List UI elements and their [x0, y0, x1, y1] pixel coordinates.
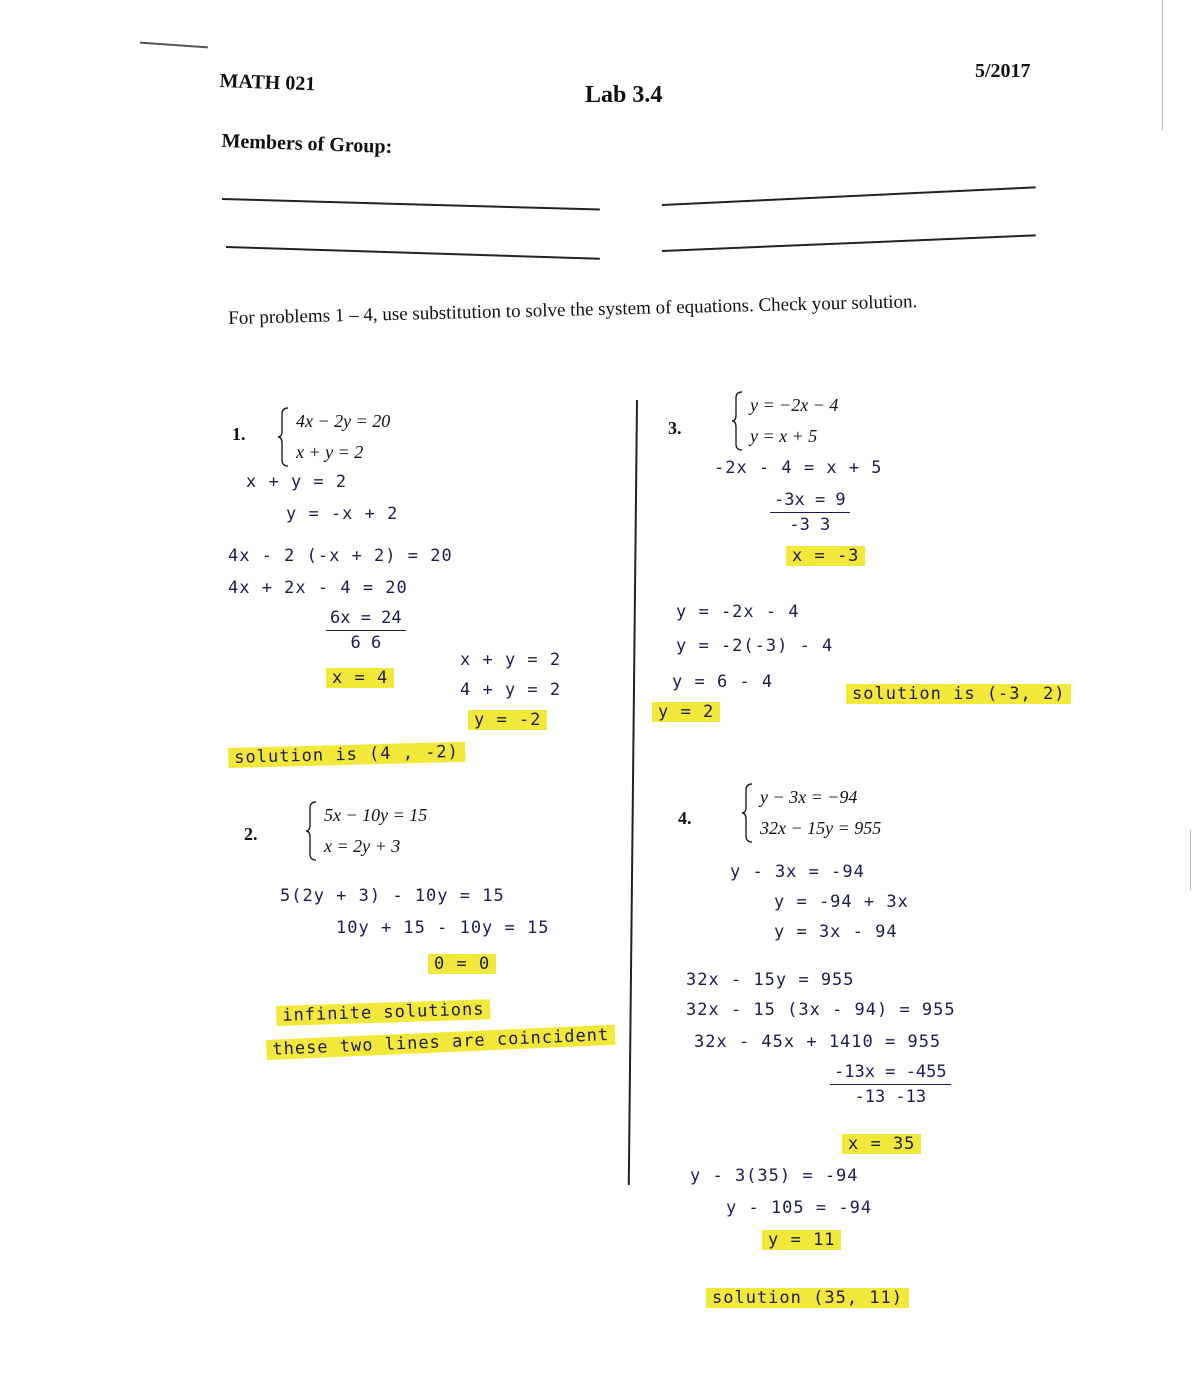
problem-4-eq2: 32x − 15y = 955 — [760, 818, 882, 838]
system-brace — [732, 390, 744, 452]
p1-work-line: x + y = 2 — [246, 472, 348, 492]
problem-3-eq1: y = −2x − 4 — [750, 395, 839, 415]
member-name-line[interactable] — [222, 198, 600, 211]
p4-solution: solution (35, 11) — [706, 1288, 909, 1308]
system-brace-path — [278, 408, 288, 466]
system-brace — [742, 782, 754, 844]
system-brace-path — [732, 392, 742, 450]
p1-work-line: y = -x + 2 — [286, 504, 399, 524]
members-label: Members of Group: — [221, 130, 393, 158]
problem-2-eq2: x = 2y + 3 — [324, 836, 401, 856]
date: 5/2017 — [975, 60, 1031, 82]
p1-fraction-den: 6 6 — [350, 633, 382, 653]
p3-solution: solution is (-3, 2) — [846, 684, 1071, 704]
problem-1-eq1: 4x − 2y = 20 — [296, 411, 391, 431]
p4-work-line: y - 3(35) = -94 — [690, 1166, 859, 1186]
p3-fraction — [770, 490, 850, 535]
instructions: For problems 1 – 4, use substitution to solve the system of equations. Check your solution. — [228, 291, 918, 329]
p4-x-result: x = 35 — [842, 1134, 921, 1154]
p1-check-line: x + y = 2 — [460, 650, 562, 670]
p2-work-line: 10y + 15 - 10y = 15 — [336, 918, 550, 938]
system-brace — [278, 406, 290, 468]
p1-work-line: 4x - 2 (-x + 2) = 20 — [228, 546, 453, 566]
p4-y-result: y = 11 — [762, 1230, 841, 1250]
member-name-line[interactable] — [662, 234, 1036, 252]
problem-4-number: 4. — [678, 808, 692, 828]
p4-work-line: y = 3x - 94 — [774, 922, 898, 942]
problem-3-system — [732, 390, 838, 452]
p4-fraction-num: -13x = -455 — [830, 1062, 951, 1085]
p3-y-result: y = 2 — [652, 702, 720, 722]
p1-y-result: y = -2 — [468, 710, 547, 730]
scan-edge-line — [1162, 0, 1163, 130]
p3-work-line: -2x - 4 = x + 5 — [714, 458, 883, 478]
problem-4-system — [742, 782, 881, 844]
p4-work-line: y - 105 = -94 — [726, 1198, 873, 1218]
p1-check-line: 4 + y = 2 — [460, 680, 562, 700]
p1-x-result: x = 4 — [326, 668, 394, 688]
p4-work-line: 32x - 15y = 955 — [686, 970, 855, 990]
p4-fraction-den: -13 -13 — [854, 1087, 927, 1107]
p2-note-coincident: these two lines are coincident — [266, 1025, 616, 1060]
p3-work-line: y = -2x - 4 — [676, 602, 800, 622]
lab-title: Lab 3.4 — [585, 82, 663, 108]
p1-fraction-num: 6x = 24 — [326, 608, 406, 631]
scan-corner-mark — [140, 42, 208, 49]
system-brace-path — [306, 802, 316, 860]
problem-4-eq1: y − 3x = −94 — [760, 787, 858, 807]
p2-note-infinite: infinite solutions — [276, 999, 491, 1026]
system-brace-path — [742, 784, 752, 842]
p3-work-line: y = -2(-3) - 4 — [676, 636, 834, 656]
p4-work-line: 32x - 15 (3x - 94) = 955 — [686, 1000, 956, 1020]
member-name-line[interactable] — [226, 246, 600, 260]
problem-2-number: 2. — [244, 824, 258, 844]
p3-x-result: x = -3 — [786, 546, 865, 566]
problem-3-eq2: y = x + 5 — [750, 426, 818, 446]
problem-2-system — [306, 800, 427, 862]
member-name-line[interactable] — [662, 186, 1036, 206]
p2-result: 0 = 0 — [428, 954, 496, 974]
p1-solution: solution is (4 , -2) — [228, 742, 465, 768]
p4-work-line: 32x - 45x + 1410 = 955 — [694, 1032, 942, 1052]
p2-work-line: 5(2y + 3) - 10y = 15 — [280, 886, 505, 906]
problem-1-eq2: x + y = 2 — [296, 442, 364, 462]
system-brace — [306, 800, 318, 862]
problem-1-system — [278, 406, 390, 468]
p1-work-line: 4x + 2x - 4 = 20 — [228, 578, 408, 598]
p4-fraction — [830, 1062, 951, 1107]
p3-fraction-den: -3 3 — [789, 515, 831, 535]
problem-2-eq1: 5x − 10y = 15 — [324, 805, 428, 825]
p3-fraction-num: -3x = 9 — [770, 490, 850, 513]
problem-1-number: 1. — [232, 424, 246, 444]
p1-fraction — [326, 608, 406, 653]
scan-edge-line — [1190, 830, 1191, 890]
course-code: MATH 021 — [219, 70, 316, 96]
column-divider — [628, 400, 638, 1185]
p4-work-line: y - 3x = -94 — [730, 862, 865, 882]
p3-work-line: y = 6 - 4 — [672, 672, 774, 692]
problem-3-number: 3. — [668, 418, 682, 438]
p4-work-line: y = -94 + 3x — [774, 892, 909, 912]
